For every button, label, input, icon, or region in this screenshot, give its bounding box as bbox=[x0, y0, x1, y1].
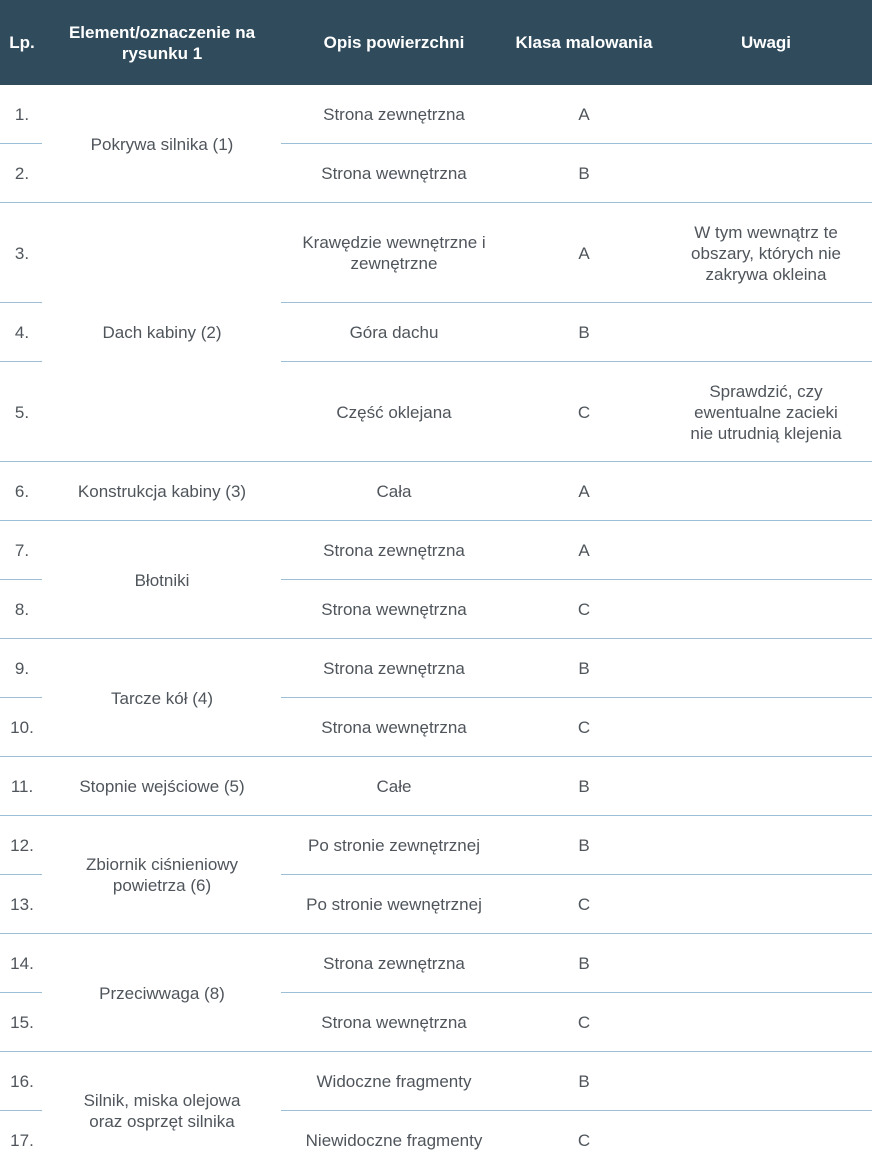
row-opis: Widoczne fragmenty bbox=[316, 1072, 472, 1091]
row-lp: 7. bbox=[14, 541, 30, 560]
row-opis: Strona wewnętrzna bbox=[321, 1013, 467, 1032]
row-opis: Niewidoczne fragmenty bbox=[305, 1131, 483, 1150]
group-element: Tarcze kół (4) bbox=[110, 688, 214, 708]
row-opis: Część oklejana bbox=[336, 402, 452, 422]
row-lp: 15. bbox=[10, 1013, 34, 1032]
row-klasa: C bbox=[577, 1131, 591, 1150]
row-klasa: C bbox=[577, 600, 591, 619]
group-element: Stopnie wejściowe (5) bbox=[79, 777, 245, 796]
row-uwagi: Sprawdzić, czy ewentualne zacieki nie utrudnią klejenia bbox=[690, 381, 842, 443]
row-lp: 4. bbox=[14, 323, 30, 342]
row-klasa: B bbox=[578, 164, 590, 183]
row-klasa: B bbox=[578, 836, 590, 855]
row-klasa: A bbox=[578, 243, 590, 263]
row-klasa: B bbox=[578, 659, 590, 678]
row-klasa: C bbox=[577, 1013, 591, 1032]
row-lp: 9. bbox=[14, 659, 30, 678]
row-opis: Strona wewnętrzna bbox=[321, 718, 467, 737]
row-lp: 1. bbox=[14, 105, 30, 124]
row-klasa: A bbox=[578, 541, 590, 560]
header-element: Element/oznaczenie na rysunku 1 bbox=[68, 22, 256, 63]
row-opis: Strona zewnętrzna bbox=[323, 659, 465, 678]
row-lp: 12. bbox=[10, 836, 34, 855]
row-lp: 2. bbox=[14, 164, 30, 183]
row-lp: 3. bbox=[14, 243, 30, 263]
row-opis: Krawędzie wewnętrzne i zewnętrzne bbox=[302, 233, 486, 273]
row-klasa: A bbox=[578, 482, 590, 501]
row-lp: 10. bbox=[10, 718, 34, 737]
row-klasa: B bbox=[578, 777, 590, 796]
row-klasa: C bbox=[577, 718, 591, 737]
row-klasa: B bbox=[578, 323, 590, 342]
row-lp: 13. bbox=[10, 895, 34, 914]
group-element: Dach kabiny (2) bbox=[102, 323, 222, 342]
group-element: Pokrywa silnika (1) bbox=[90, 134, 234, 154]
row-opis: Strona zewnętrzna bbox=[323, 541, 465, 560]
row-opis: Strona zewnętrzna bbox=[323, 954, 465, 973]
row-opis: Strona wewnętrzna bbox=[321, 164, 467, 183]
row-klasa: B bbox=[578, 1072, 590, 1091]
group-element: Przeciwwaga (8) bbox=[99, 983, 225, 1003]
group-element: Błotniki bbox=[134, 570, 190, 590]
header-uwagi: Uwagi bbox=[740, 33, 792, 52]
row-opis: Całe bbox=[376, 777, 412, 796]
row-klasa: C bbox=[577, 402, 591, 422]
row-opis: Strona zewnętrzna bbox=[323, 105, 465, 124]
row-lp: 14. bbox=[10, 954, 34, 973]
row-opis: Góra dachu bbox=[349, 323, 439, 342]
header-lp: Lp. bbox=[9, 33, 35, 52]
row-lp: 8. bbox=[14, 600, 30, 619]
row-lp: 11. bbox=[10, 777, 34, 796]
row-lp: 16. bbox=[10, 1072, 34, 1091]
row-lp: 6. bbox=[14, 482, 30, 501]
row-uwagi: W tym wewnątrz te obszary, których nie zakrywa okleina bbox=[691, 222, 841, 284]
row-klasa: A bbox=[578, 105, 590, 124]
group-element: Zbiornik ciśnieniowy powietrza (6) bbox=[85, 855, 239, 895]
row-lp: 5. bbox=[14, 402, 30, 422]
row-opis: Cała bbox=[376, 482, 412, 501]
row-klasa: B bbox=[578, 954, 590, 973]
group-element: Konstrukcja kabiny (3) bbox=[77, 482, 247, 501]
row-opis: Po stronie wewnętrznej bbox=[306, 895, 482, 914]
group-element: Silnik, miska olejowa oraz osprzęt silnika bbox=[83, 1091, 241, 1131]
header-opis: Opis powierzchni bbox=[323, 33, 465, 52]
row-opis: Strona wewnętrzna bbox=[321, 600, 467, 619]
table-header bbox=[0, 0, 872, 85]
row-klasa: C bbox=[577, 895, 591, 914]
header-klasa: Klasa malowania bbox=[515, 33, 653, 52]
row-opis: Po stronie zewnętrznej bbox=[308, 836, 480, 855]
row-lp: 17. bbox=[10, 1131, 34, 1150]
